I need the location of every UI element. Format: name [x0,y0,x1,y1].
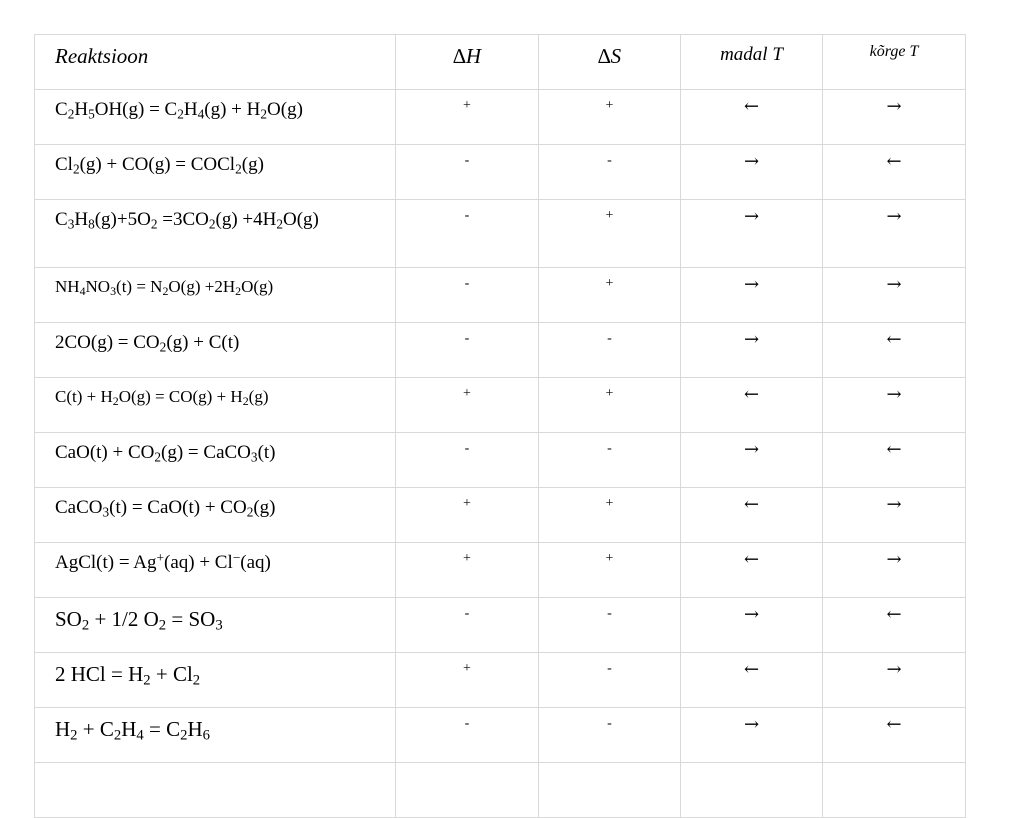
table-row [35,708,966,763]
delta-s-cell: - [539,323,681,378]
table-row [35,488,966,543]
header-low-temperature: madal T [681,35,823,90]
low-temperature-shift-cell: ← [681,653,823,708]
delta-h-cell: - [396,598,539,653]
high-temperature-shift-cell: ← [823,433,966,488]
delta-s-cell: + [539,268,681,323]
table-row [35,378,966,433]
high-temperature-shift-cell: → [823,543,966,598]
table-row [35,598,966,653]
reaction-cell [35,763,396,818]
high-temperature-shift-cell: ← [823,145,966,200]
delta-s-cell: - [539,653,681,708]
delta-h-cell: - [396,145,539,200]
table-row [35,323,966,378]
low-temperature-shift-cell: ← [681,488,823,543]
low-temperature-shift-cell: ← [681,378,823,433]
low-temperature-shift-cell: → [681,708,823,763]
reaction-cell: $CaO(t) + CO_2(g)$ = CaCO$_3$(t) [35,433,396,488]
delta-s-cell: - [539,433,681,488]
delta-h-cell: + [396,90,539,145]
reaction-cell: $Cl_2(g) + CO(g)$ = COCl$_2$(g) [35,145,396,200]
reaction-cell: CaCO$_3$(t) = $CaO(t) + CO_2(g)$ [35,488,396,543]
high-temperature-shift-cell: → [823,378,966,433]
table-row [35,145,966,200]
low-temperature-shift-cell: → [681,433,823,488]
high-temperature-shift-cell: ← [823,323,966,378]
low-temperature-shift-cell: → [681,268,823,323]
delta-h-cell: + [396,488,539,543]
high-temperature-shift-cell: ← [823,708,966,763]
table-row [35,763,966,818]
low-temperature-shift-cell: ← [681,543,823,598]
table-row [35,653,966,708]
low-temperature-shift-cell: → [681,200,823,268]
delta-s-cell: - [539,708,681,763]
low-temperature-shift-cell [681,763,823,818]
high-temperature-shift-cell: → [823,653,966,708]
header-row [35,35,966,90]
high-temperature-shift-cell: → [823,268,966,323]
delta-s-cell: - [539,598,681,653]
delta-s-cell: + [539,200,681,268]
high-temperature-shift-cell: → [823,90,966,145]
header-reaction: Reaktsioon [35,35,396,90]
header-high-temperature: kõrge T [823,35,966,90]
delta-h-cell: - [396,433,539,488]
delta-h-cell: + [396,543,539,598]
delta-s-cell: + [539,378,681,433]
delta-s-cell: + [539,90,681,145]
high-temperature-shift-cell [823,763,966,818]
low-temperature-shift-cell: → [681,145,823,200]
reaction-cell: AgCl(t) = Ag+(aq) + Cl−(aq) [35,543,396,598]
delta-s-cell: - [539,145,681,200]
header-delta-h: ∆H [396,35,539,90]
delta-s-cell: + [539,543,681,598]
delta-h-cell: + [396,378,539,433]
table-row [35,433,966,488]
reaction-cell: $C_2H_5OH(g) = C_2H_4(g) + H_2O(g)$ [35,90,396,145]
delta-s-cell [539,763,681,818]
table-row [35,268,966,323]
reaction-cell: 2 HCl = $H_2 + Cl_2$ [35,653,396,708]
delta-h-cell: + [396,653,539,708]
reaction-cell: $C(t) + H_2O(g) = CO(g) + H_2(g)$ [35,378,396,433]
delta-s-cell: + [539,488,681,543]
low-temperature-shift-cell: → [681,598,823,653]
delta-h-cell: - [396,323,539,378]
table-row [35,200,966,268]
reaction-cell: $SO_2 + 1/2$ $O_2 = SO_3$ [35,598,396,653]
header-delta-s: ∆S [539,35,681,90]
reaction-cell: $2CO(g) = CO_2(g) + C(t)$ [35,323,396,378]
delta-h-cell: - [396,268,539,323]
table-row [35,543,966,598]
table-row [35,90,966,145]
high-temperature-shift-cell: → [823,488,966,543]
delta-h-cell: - [396,200,539,268]
delta-h-cell [396,763,539,818]
low-temperature-shift-cell: ← [681,90,823,145]
high-temperature-shift-cell: → [823,200,966,268]
reaction-table [34,34,966,818]
high-temperature-shift-cell: ← [823,598,966,653]
low-temperature-shift-cell: → [681,323,823,378]
reaction-cell: $H_2 + C_2H_4 = C_2H_6$ [35,708,396,763]
reaction-cell: $C_3H_8(g)+5O_2 =3CO_2(g) +4H_2O(g)$ [35,200,396,268]
delta-h-cell: - [396,708,539,763]
reaction-cell: $NH_4NO_3(t) = N_2O(g) +2H_2O(g)$ [35,268,396,323]
